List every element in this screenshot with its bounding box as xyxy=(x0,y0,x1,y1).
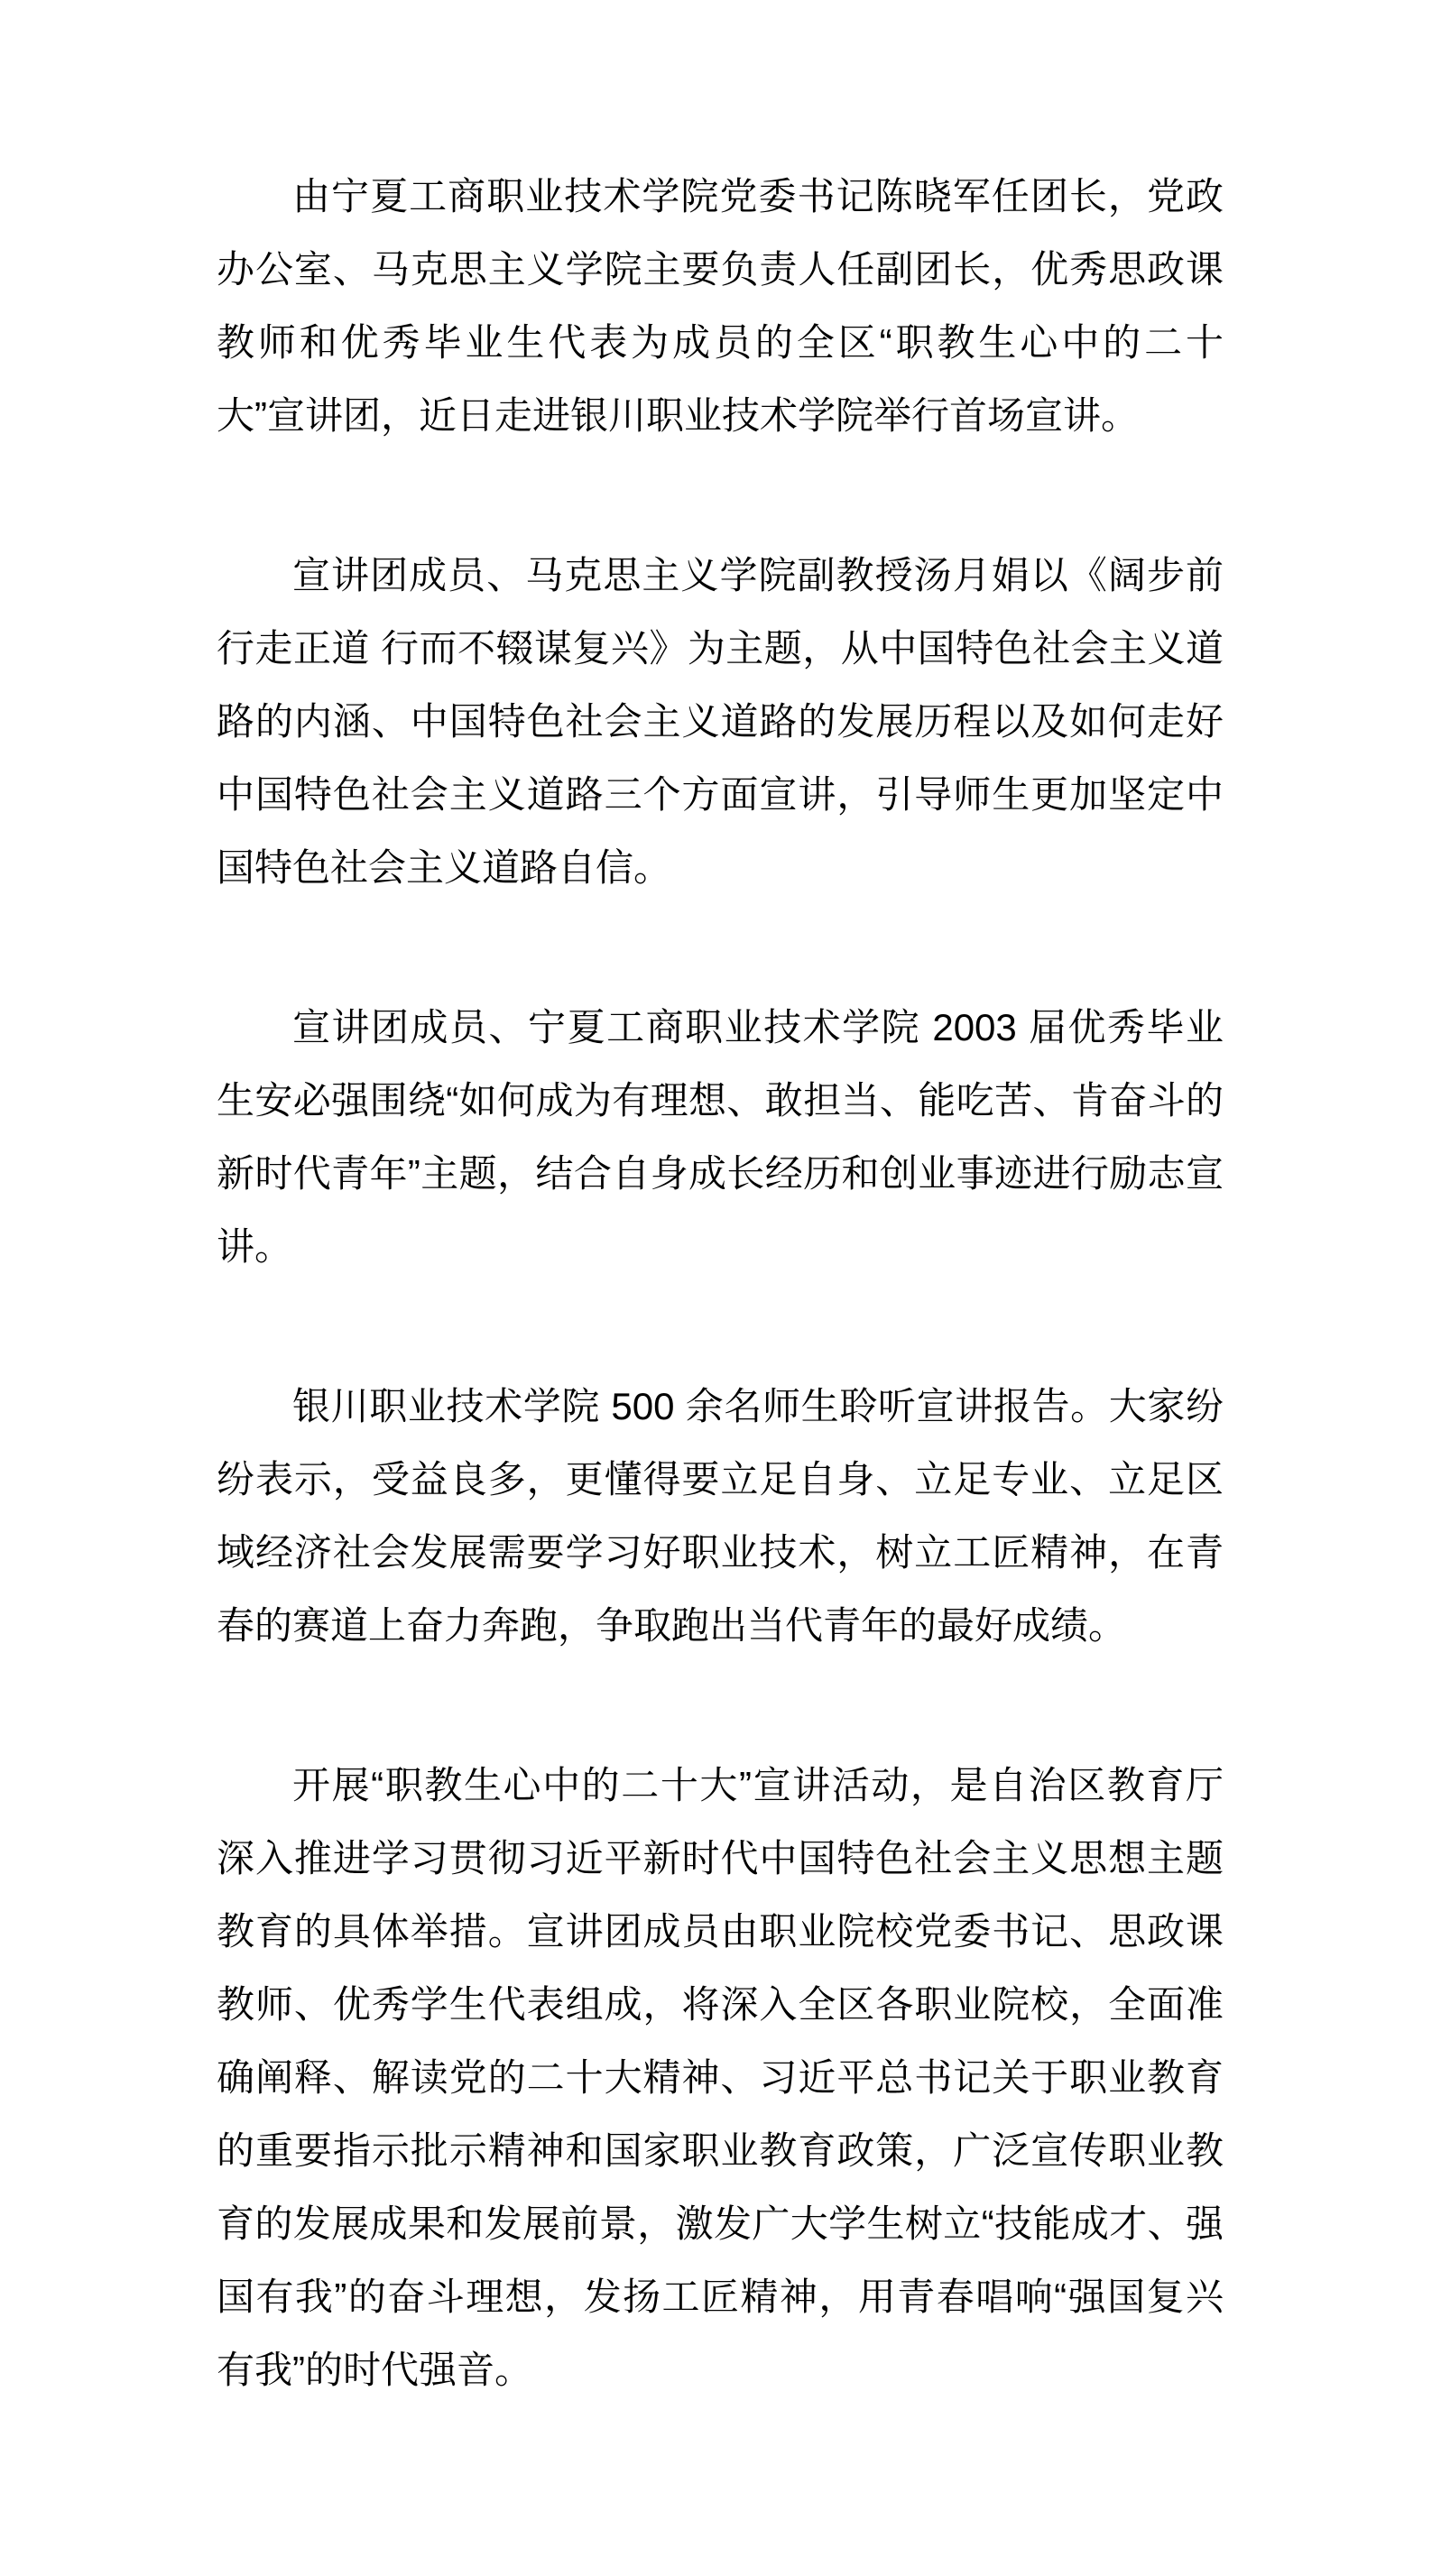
article-paragraph-5: 开展“职教生心中的二十大”宣讲活动，是自治区教育厅深入推进学习贯彻习近平新时代中国特色社会主义思想主题教育的具体举措。宣讲团成员由职业院校党委书记、思政课教师、优秀学生代表组成，将深入全区各职业院校，全面准确阐释、解读党的二十大精神、习近平总书记关于职业教育的重要指示批示精神和国家职业教育政策，广泛宣传职业教育的发展成果和发展前景，激发广大学生树立“技能成才、强国有我”的奋斗理想，发扬工匠精神，用青春唱响“强国复兴有我”的时代强音。 xyxy=(217,1764,1224,2391)
article-text-block xyxy=(217,160,1224,2406)
article-paragraph-3: 宣讲团成员、宁夏工商职业技术学院 2003 届优秀毕业生安必强围绕“如何成为有理想、敢担当、能吃苦、肯奋斗的新时代青年”主题，结合自身成长经历和创业事迹进行励志宣讲。 xyxy=(217,1006,1224,1268)
article-paragraph-2: 宣讲团成员、马克思主义学院副教授汤月娟以《阔步前行走正道 行而不辍谋复兴》为主题，从中国特色社会主义道路的内涵、中国特色社会主义道路的发展历程以及如何走好中国特色社会主义道路三个方面宣讲，引导师生更加坚定中国特色社会主义道路自信。 xyxy=(217,554,1224,889)
article-paragraph-4: 银川职业技术学院 500 余名师生聆听宣讲报告。大家纷纷表示，受益良多，更懂得要立足自身、立足专业、立足区域经济社会发展需要学习好职业技术，树立工匠精神，在青春的赛道上奋力奔跑，争取跑出当代青年的最好成绩。 xyxy=(217,1385,1224,1647)
article-paragraph-1: 由宁夏工商职业技术学院党委书记陈晓军任团长，党政办公室、马克思主义学院主要负责人任副团长，优秀思政课教师和优秀毕业生代表为成员的全区“职教生心中的二十大”宣讲团，近日走进银川职业技术学院举行首场宣讲。 xyxy=(217,175,1224,437)
